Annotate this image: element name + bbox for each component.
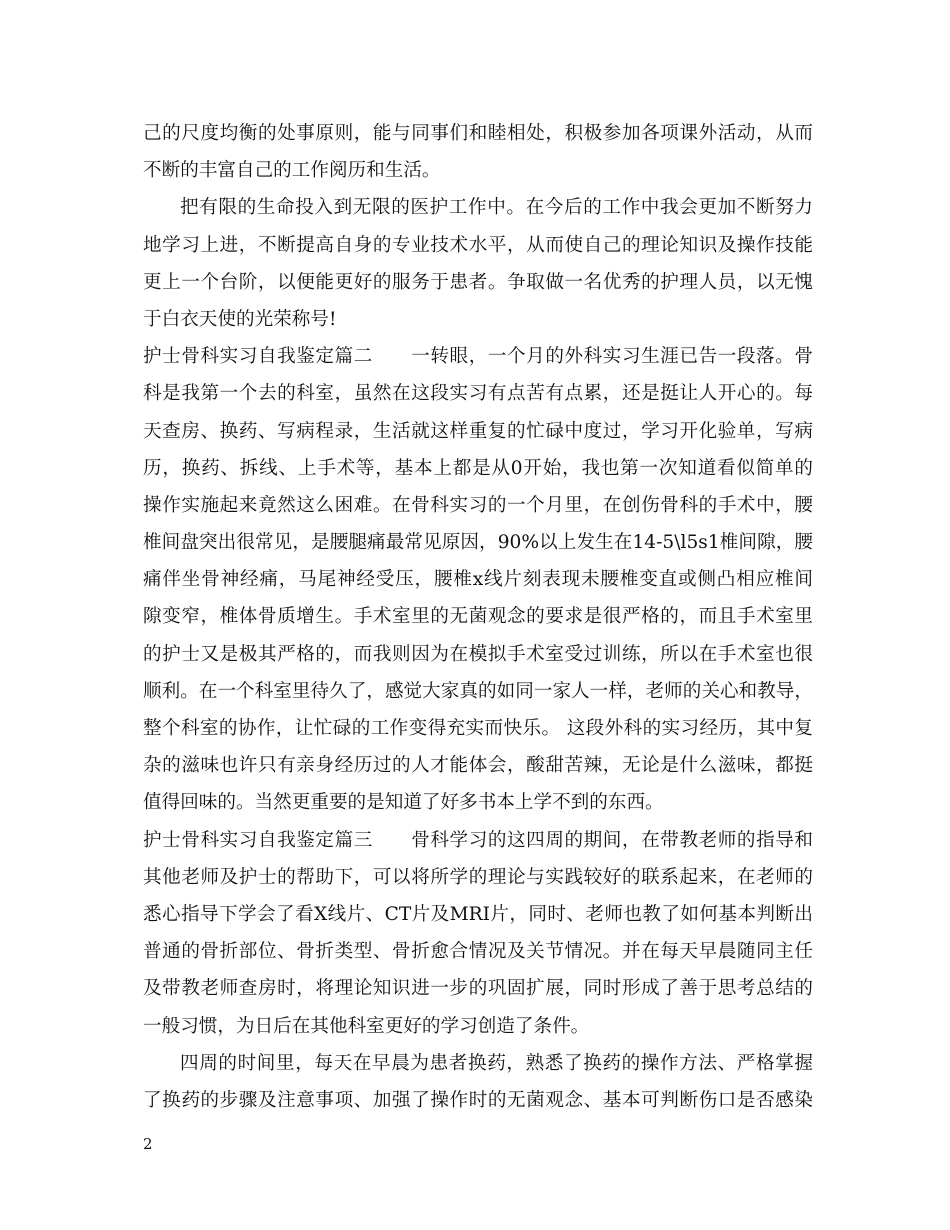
section-heading-line: 护士骨科实习自我鉴定篇二 一转眼，一个月的外科实习生涯已告一段落。骨 [143,346,813,368]
text-line: 普通的骨折部位、骨折类型、骨折愈合情况及关节情况。并在每天早晨随同主任 [143,941,813,963]
page-number: 2 [143,1135,153,1153]
text-line: 其他老师及护士的帮助下，可以将所学的理论与实践较好的联系起来，在老师的 [143,866,813,888]
body-text [143,115,813,1119]
text-line: 科是我第一个去的科室，虽然在这段实习有点苦有点累，还是挺让人开心的。每 [143,383,813,405]
section-heading-line: 护士骨科实习自我鉴定篇三 骨科学习的这四周的期间，在带教老师的指导和 [143,829,813,851]
text-line: 把有限的生命投入到无限的医护工作中。在今后的工作中我会更加不断努力 [180,197,813,219]
text-line: 及带教老师查房时，将理论知识进一步的巩固扩展，同时形成了善于思考总结的 [143,978,813,1000]
text-line: 历，换药、拆线、上手术等，基本上都是从0开始，我也第一次知道看似简单的 [143,457,813,479]
text-line: 天查房、换药、写病程录，生活就这样重复的忙碌中度过，学习开化验单，写病 [143,420,813,442]
text-line: 悉心指导下学会了看X线片、CT片及MRI片，同时、老师也教了如何基本判断出 [143,903,813,925]
text-line: 痛伴坐骨神经痛，马尾神经受压，腰椎x线片刻表现未腰椎变直或侧凸相应椎间 [143,569,813,591]
text-line: 椎间盘突出很常见，是腰腿痛最常见原因，90%以上发生在14-5\l5s1椎间隙，腰 [143,532,813,554]
text-line: 一般习惯，为日后在其他科室更好的学习创造了条件。 [143,1015,590,1037]
text-line: 顺利。在一个科室里待久了，感觉大家真的如同一家人一样，老师的关心和教导， [143,680,813,702]
text-line: 己的尺度均衡的处事原则，能与同事们和睦相处，积极参加各项课外活动，从而 [143,123,813,144]
text-line: 隙变窄，椎体骨质增生。手术室里的无菌观念的要求是很严格的，而且手术室里 [143,606,813,628]
text-line: 不断的丰富自己的工作阅历和生活。 [143,160,441,182]
text-line: 整个科室的协作，让忙碌的工作变得充实而快乐。 这段外科的实习经历，其中复 [143,718,813,739]
text-line: 于白衣天使的光荣称号! [143,308,337,330]
text-line: 操作实施起来竟然这么困难。在骨科实习的一个月里，在创伤骨科的手术中，腰 [143,494,813,516]
text-line: 了换药的步骤及注意事项、加强了操作时的无菌观念、基本可判断伤口是否感染 [143,1089,813,1111]
text-line: 杂的滋味也许只有亲身经历过的人才能体会，酸甜苦辣，无论是什么滋味，都挺 [143,755,813,777]
text-line: 更上一个台阶，以便能更好的服务于患者。争取做一名优秀的护理人员，以无愧 [143,271,813,293]
text-line: 地学习上进，不断提高自身的专业技术水平，从而使自己的理论知识及操作技能 [143,234,813,256]
text-line: 值得回味的。当然更重要的是知道了好多书本上学不到的东西。 [143,792,664,814]
text-line: 的护士又是极其严格的，而我则因为在模拟手术室受过训练，所以在手术室也很 [143,643,813,665]
text-line: 四周的时间里，每天在早晨为患者换药，熟悉了换药的操作方法、严格掌握 [180,1052,813,1074]
